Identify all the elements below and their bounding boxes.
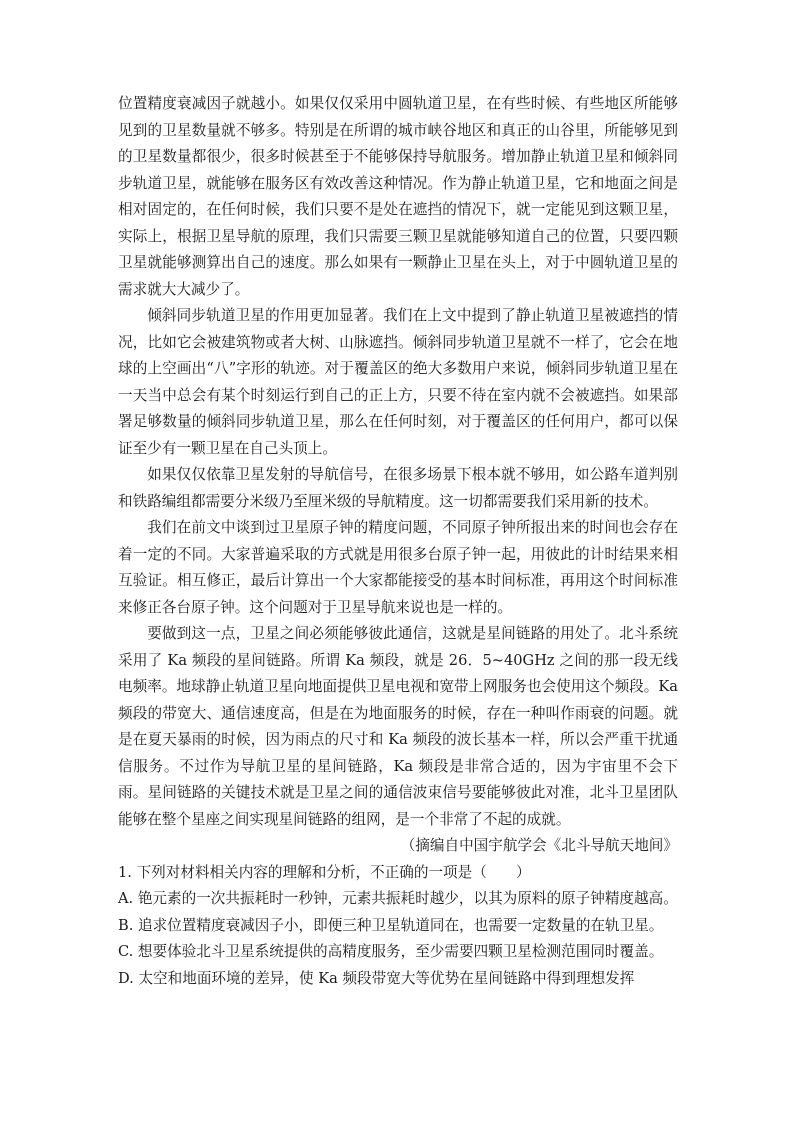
article-paragraph-2: 倾斜同步轨道卫星的作用更加显著。我们在上文中提到了静止轨道卫星被遮挡的情况，比如它会被建筑物或者大树、山脉遮挡。倾斜同步轨道卫星就不一样了，它会在地球的上空画出“八”字形的轨迹。对于覆盖区的绝大多数用户来说，倾斜同步轨道卫星在一天当中总会有某个时刻运行到自己的正上方，只要不待在室内就不会被遮挡。如果部署足够数量的倾斜同步轨道卫星，那么在任何时刻，对于覆盖区的任何用户，都可以保证至少有一颗卫星在自己头顶上。 — [118, 307, 678, 457]
article-paragraph-3: 如果仅仅依靠卫星发射的导航信号，在很多场景下根本就不够用，如公路车道判别和铁路编组都需要分米级乃至厘米级的导航精度。这一切都需要我们采用新的技术。 — [118, 466, 678, 510]
question-option-a: A. 铯元素的一次共振耗时一秒钟，元素共振耗时越少，以其为原料的原子钟精度越高。 — [118, 890, 678, 907]
article-paragraph-1: 位置精度衰减因子就越小。如果仅仅采用中圆轨道卫星，在有些时候、有些地区所能够见到的卫星数量就不够多。特别是在所谓的城市峡谷地区和真正的山谷里，所能够见到的卫星数量都很少，很多时候甚至于不能够保持导航服务。增加静止轨道卫星和倾斜同步轨道卫星，就能够在服务区有效改善这种情况。作为静止轨道卫星，它和地面之间是相对固定的，在任何时候，我们只要不是处在遮挡的情况下，就一定能见到这颗卫星，实际上，根据卫星导航的原理，我们只需要三颗卫星就能够知道自己的位置，只要四颗卫星就能够测算出自己的速度。那么如果有一颗静止卫星在头上，对于中圆轨道卫星的需求就大大减少了。 — [118, 95, 678, 298]
article-paragraph-4: 我们在前文中谈到过卫星原子钟的精度问题，不同原子钟所报出来的时间也会存在着一定的不同。大家普遍采取的方式就是用很多台原子钟一起，用彼此的计时结果来相互验证。相互修正，最后计算出一个大家都能接受的基本时间标准，再用这个时间标准来修正各台原子钟。这个问题对于卫星导航来说也是一样的。 — [118, 519, 678, 616]
question-stem: 1. 下列对材料相关内容的理解和分析，不正确的一项是（ ） — [118, 863, 531, 881]
question-option-b: B. 追求位置精度衰减因子小，即便三种卫星轨道同在，也需要一定数量的在轨卫星。 — [118, 916, 664, 934]
article-source: （摘编自中国宇航学会《北斗导航天地间》 — [400, 837, 678, 854]
document-page — [118, 91, 678, 992]
question-option-d: D. 太空和地面环境的差异，使 Ka 频段带宽大等优势在星间链路中得到理想发挥 — [118, 969, 635, 987]
article-paragraph-5: 要做到这一点，卫星之间必须能够彼此通信，这就是星间链路的用处了。北斗系统采用了 Ka 频段的星间链路。所谓 Ka 频段，就是 26．5~40GHz 之间的那一段无线电频率。地球静止轨道卫星向地面提供卫星电视和宽带上网服务也会使用这个频段。Ka 频段的带宽大、通信速度高，但是在为地面服务的时候，存在一种叫作雨衰的问题。就是在夏天暴雨的时候，因为雨点的尺寸和 Ka 频段的波长基本一样，所以会严重干扰通信服务。不过作为导航卫星的星间链路，Ka 频段是非常合适的，因为宇宙里不会下雨。星间链路的关键技术就是卫星之间的通信波束信号要能够彼此对准，北斗卫星团队能够在整个星座之间实现星间链路的组网，是一个非常了不起的成就。 — [118, 625, 678, 828]
question-option-c: C. 想要体验北斗卫星系统提供的高精度服务，至少需要四颗卫星检测范围同时覆盖。 — [118, 943, 664, 960]
